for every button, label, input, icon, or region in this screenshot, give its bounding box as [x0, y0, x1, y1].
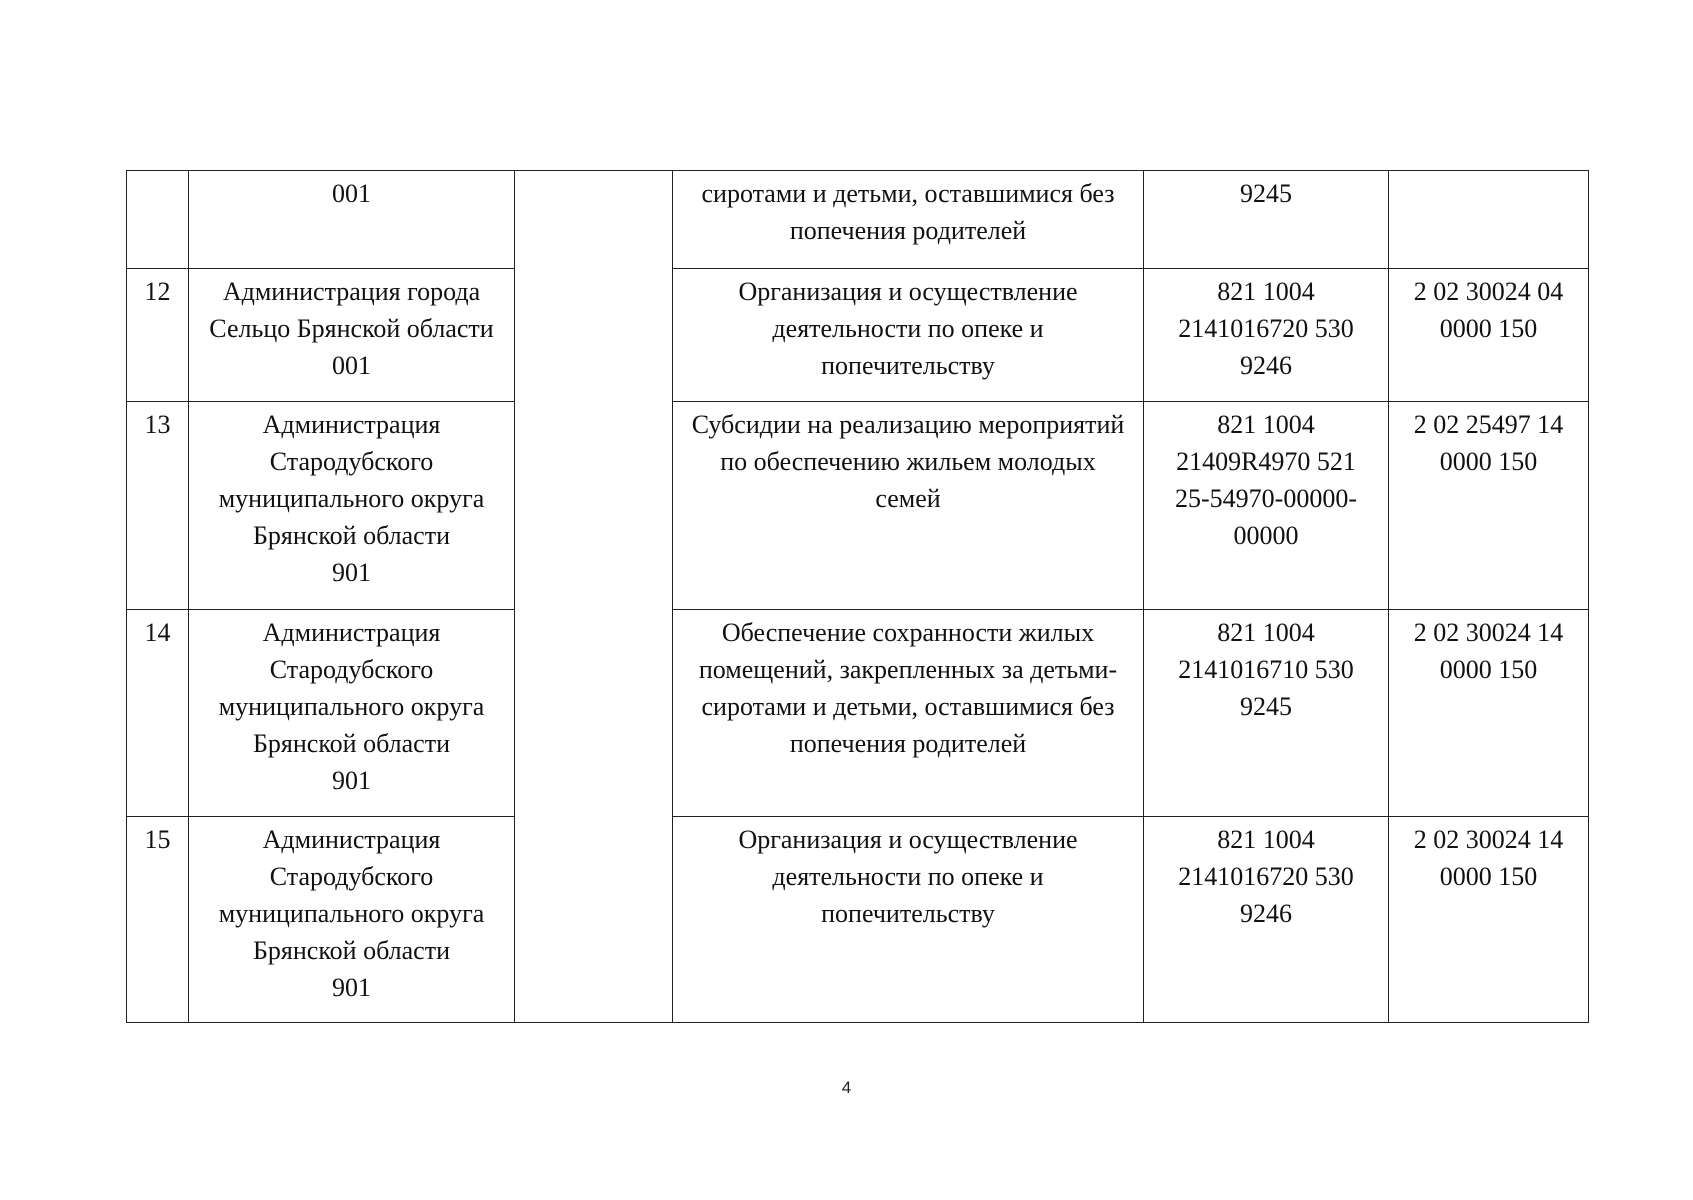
purpose-cell: Организация и осуществление деятельности по опеке и попечительству: [673, 269, 1144, 402]
table-row: [127, 269, 1589, 402]
revenue-code-cell: 2 02 30024 04 0000 150: [1389, 269, 1589, 402]
allocation-table: [126, 170, 1589, 1023]
row-number: 13: [127, 402, 189, 610]
purpose-cell: сиротами и детьми, оставшимися без попечения родителей: [673, 171, 1144, 269]
recipient-cell: Администрация Стародубского муниципального округа Брянской области 901: [189, 817, 515, 1023]
budget-code-cell: 9245: [1144, 171, 1389, 269]
recipient-cell: Администрация Стародубского муниципального округа Брянской области 901: [189, 402, 515, 610]
page-number: 4: [841, 1078, 852, 1097]
budget-code-cell: 821 1004 2141016720 530 9246: [1144, 269, 1389, 402]
row-number: 15: [127, 817, 189, 1023]
revenue-code-cell: 2 02 25497 14 0000 150: [1389, 402, 1589, 610]
purpose-cell: Обеспечение сохранности жилых помещений, закрепленных за детьми- сиротами и детьми, оставшимися без попечения родителей: [673, 610, 1144, 817]
table-row: [127, 610, 1589, 817]
empty-merged-column: [515, 171, 673, 1023]
table-row: [127, 171, 1589, 269]
recipient-cell: Администрация Стародубского муниципального округа Брянской области 901: [189, 610, 515, 817]
row-number: [127, 171, 189, 269]
recipient-cell: 001: [189, 171, 515, 269]
purpose-cell: Организация и осуществление деятельности по опеке и попечительству: [673, 817, 1144, 1023]
revenue-code-cell: 2 02 30024 14 0000 150: [1389, 817, 1589, 1023]
recipient-cell: Администрация города Сельцо Брянской области 001: [189, 269, 515, 402]
revenue-code-cell: [1389, 171, 1589, 269]
table-row: [127, 402, 1589, 610]
revenue-code-cell: 2 02 30024 14 0000 150: [1389, 610, 1589, 817]
purpose-cell: Субсидии на реализацию мероприятий по обеспечению жильем молодых семей: [673, 402, 1144, 610]
table-row: [127, 817, 1589, 1023]
budget-code-cell: 821 1004 2141016710 530 9245: [1144, 610, 1389, 817]
row-number: 12: [127, 269, 189, 402]
row-number: 14: [127, 610, 189, 817]
budget-code-cell: 821 1004 2141016720 530 9246: [1144, 817, 1389, 1023]
budget-code-cell: 821 1004 21409R4970 521 25-54970-00000- 00000: [1144, 402, 1389, 610]
